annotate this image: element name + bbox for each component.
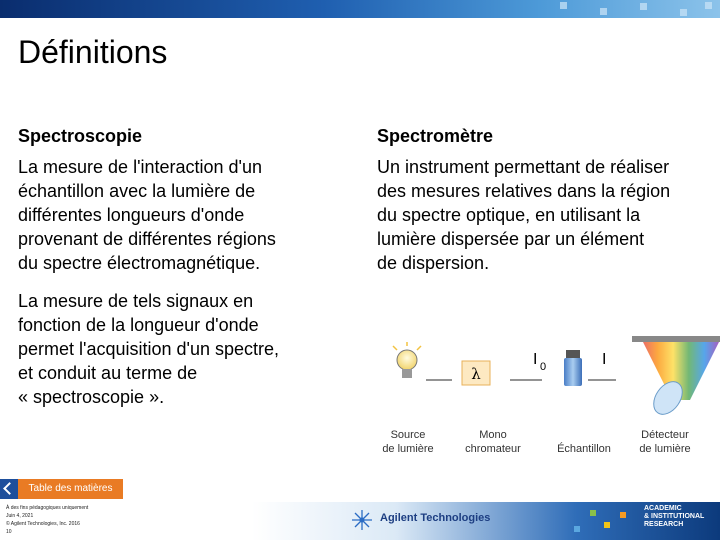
text-line: La mesure de tels signaux en (18, 291, 254, 311)
caption-detector (630, 428, 700, 456)
page-title: Définitions (18, 34, 168, 70)
caption-line: Mono (479, 429, 507, 441)
footer-square (620, 512, 626, 518)
text-line: des mesures relatives dans la région (377, 181, 671, 201)
right-paragraph (377, 155, 670, 275)
footer-square (604, 522, 610, 528)
text-line: lumière dispersée par un élément (377, 229, 645, 249)
brand-name: Agilent Technologies (380, 512, 491, 524)
text-line: échantillon avec la lumière de (18, 181, 256, 201)
spectrometer-diagram (380, 330, 720, 430)
caption-line: Détecteur (641, 429, 689, 441)
left-heading: Spectroscopie (18, 126, 143, 146)
banner-square (680, 9, 687, 16)
text-line: La mesure de l'interaction d'un (18, 157, 263, 177)
caption-line: de lumière (639, 443, 691, 455)
text-line: Un instrument permettant de réaliser (377, 157, 670, 177)
caption-source (373, 428, 443, 456)
text-line: du spectre électromagnétique. (18, 253, 261, 273)
footer-line: À des fins pédagogiques uniquement (6, 505, 89, 511)
toc-label[interactable]: Table des matières (18, 479, 123, 499)
academic-logo (644, 505, 704, 529)
header-banner (0, 0, 720, 18)
caption-line: Échantillon (557, 443, 611, 455)
i-label: I (602, 351, 607, 368)
caption-sample (549, 442, 619, 456)
table-of-contents-button[interactable] (0, 479, 125, 499)
footer-square (590, 510, 596, 516)
banner-square (640, 3, 647, 10)
text-line: de dispersion. (377, 253, 490, 273)
detector-icon (632, 336, 720, 420)
footer-notes (6, 504, 88, 536)
lambda-symbol: λ (471, 365, 481, 383)
footer-line: Juin 4, 2021 (6, 513, 34, 519)
text-line: permet l'acquisition d'un spectre, (18, 339, 280, 359)
text-line: provenant de différentes régions (18, 229, 276, 249)
logo-line: RESEARCH (644, 521, 684, 528)
light-bulb-icon (393, 342, 421, 378)
text-line: et conduit au terme de (18, 363, 198, 383)
text-line: « spectroscopie ». (18, 387, 165, 407)
left-paragraph-1 (18, 155, 276, 275)
banner-square (600, 8, 607, 15)
sample-vial-icon (564, 350, 582, 386)
caption-mono (458, 428, 528, 456)
footer-line: © Agilent Technologies, Inc. 2016 (6, 521, 80, 527)
logo-line: ACADEMIC (644, 505, 682, 512)
banner-square (705, 2, 712, 9)
caption-line: de lumière (382, 443, 434, 455)
text-line: du spectre optique, en utilisant la (377, 205, 641, 225)
caption-line: chromateur (465, 443, 521, 455)
banner-square (560, 2, 567, 9)
text-line: fonction de la longueur d'onde (18, 315, 259, 335)
text-line: différentes longueurs d'onde (18, 205, 245, 225)
i0-label: I (533, 351, 538, 368)
footer-square (574, 526, 580, 532)
back-arrow-icon[interactable] (0, 479, 18, 499)
i0-subscript: 0 (540, 361, 547, 373)
right-heading: Spectromètre (377, 126, 494, 146)
agilent-spark-icon (350, 508, 374, 532)
footer-line: 10 (6, 529, 12, 535)
logo-line: & INSTITUTIONAL (644, 513, 705, 520)
left-paragraph-2 (18, 289, 279, 409)
caption-line: Source (390, 429, 426, 441)
